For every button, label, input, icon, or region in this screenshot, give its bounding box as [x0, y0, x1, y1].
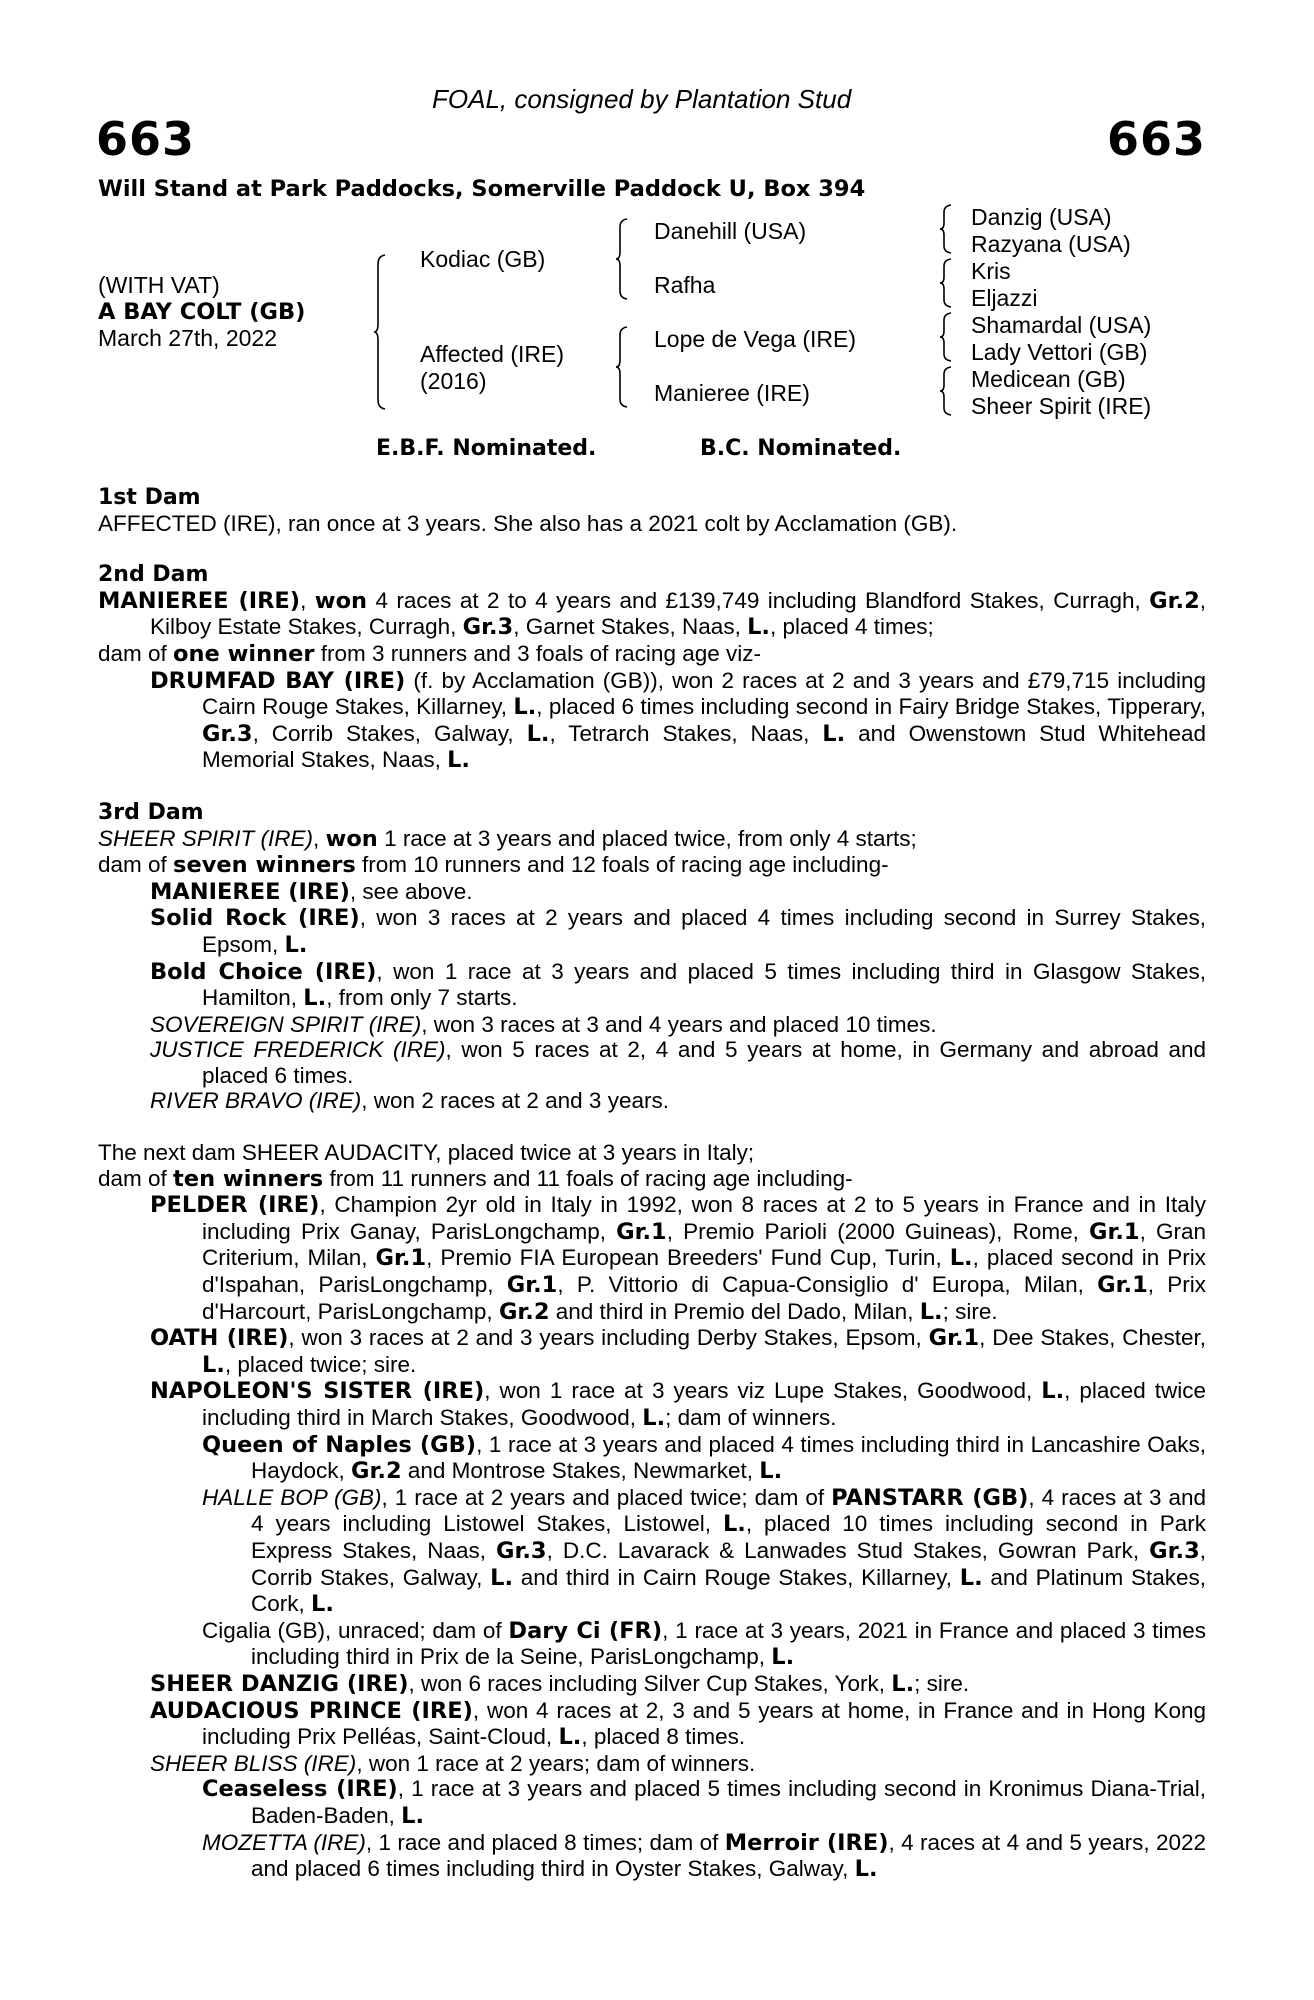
produce-entry — [98, 879, 1206, 906]
listed: L. — [949, 1245, 973, 1272]
text: , 1 race at 3 years and placed 4 times including third in Lancashire Oaks, Haydock, — [251, 1431, 1206, 1484]
pedigree-sire: Kodiac (GB) — [420, 246, 546, 272]
text: , 1 race at 3 years and placed 5 times including second in Kronimus Diana-Trial, Baden-Baden, — [251, 1776, 1206, 1828]
horse-name: SHEER DANZIG (IRE) — [150, 1670, 409, 1697]
listed: L. — [1041, 1378, 1065, 1405]
dam-name: SHEER SPIRIT (IRE) — [98, 825, 314, 851]
foaling-date: March 27th, 2022 — [98, 325, 278, 351]
text: , Champion 2yr old in Italy in 1992, won 8 races at 2 to 5 years in France and in Italy including Prix Ganay, ParisLongchamp, — [202, 1192, 1206, 1244]
listed: L. — [490, 1564, 514, 1591]
lot-number-right: 663 — [1106, 112, 1206, 166]
text: , won 4 races at 2, 3 and 5 years at home, in France and in Hong Kong including Prix Pelléas, Saint-Cloud, — [202, 1697, 1206, 1750]
pedigree-g3-3: Kris — [971, 258, 1011, 284]
text: from 3 runners and 3 foals of racing age viz- — [314, 640, 761, 666]
listed: L. — [771, 1644, 795, 1671]
grade: Gr.2 — [1149, 587, 1200, 614]
text: from 10 runners and 12 foals of racing age including- — [355, 852, 889, 878]
text: (f. by Acclamation (GB)), won 2 races at 2 and 3 years and £79,715 including Cairn Rouge Stakes, Killarney, — [202, 667, 1207, 720]
produce-entry — [98, 1012, 1206, 1038]
pedigree-g3-8: Sheer Spirit (IRE) — [971, 393, 1152, 419]
third-dam-heading: 3rd Dam — [98, 799, 204, 825]
horse-name: PANSTARR (GB) — [831, 1484, 1029, 1511]
text: , — [313, 825, 326, 851]
grade: Gr.3 — [496, 1537, 547, 1564]
listed: L. — [822, 720, 846, 747]
horse-name: Queen of Naples (GB) — [202, 1431, 477, 1458]
horse-name: SOVEREIGN SPIRIT (IRE) — [150, 1011, 422, 1037]
text: , 1 race at 2 years and placed twice; dam of — [381, 1484, 832, 1510]
third-dam-produce-summary — [98, 852, 1206, 879]
listed: L. — [747, 614, 770, 641]
text: , won 1 race at 3 years viz Lupe Stakes, Goodwood, — [484, 1378, 1042, 1404]
produce-entry — [98, 1830, 1206, 1883]
grade: Gr.2 — [498, 1298, 550, 1325]
produce-entry — [98, 959, 1206, 1012]
pedigree-g3-7: Medicean (GB) — [971, 366, 1126, 392]
grade: Gr.1 — [375, 1245, 427, 1272]
text: and Platinum Stakes, Cork, — [251, 1564, 1206, 1617]
grade: Gr.3 — [1149, 1537, 1200, 1564]
listed: L. — [919, 1298, 943, 1325]
produce-entry — [98, 1432, 1206, 1485]
text: 1 race at 3 years and placed twice, from only 4 starts; — [377, 825, 917, 851]
pedigree-g3-2: Razyana (USA) — [971, 231, 1131, 257]
listed: L. — [303, 985, 327, 1012]
lot-number-left: 663 — [96, 112, 196, 166]
text: 4 races at 2 to 4 years and £139,749 including Blandford Stakes, Curragh, — [367, 587, 1150, 613]
horse-name: MOZETTA (IRE) — [202, 1829, 366, 1855]
ebf-nomination: E.B.F. Nominated. — [376, 436, 597, 461]
horse-name: OATH (IRE) — [150, 1325, 289, 1352]
listed: L. — [284, 931, 308, 958]
listed: L. — [202, 1351, 225, 1378]
produce-entry — [98, 1378, 1206, 1431]
horse-name: Bold Choice (IRE) — [150, 958, 377, 985]
horse-name: AUDACIOUS PRINCE (IRE) — [150, 1697, 473, 1724]
text: , placed twice; sire. — [224, 1351, 417, 1377]
text: , won 5 races at 2, 4 and 5 years at home, in Germany and abroad and placed 6 times. — [202, 1037, 1206, 1088]
text: from 11 runners and 11 foals of racing age including- — [323, 1165, 853, 1191]
text: , 4 races at 4 and 5 years, 2022 and placed 6 times including third in Oyster Stakes, Galway, — [251, 1829, 1207, 1882]
produce-entry — [98, 1088, 1206, 1114]
text: , won 3 races at 3 and 4 years and placed 10 times. — [421, 1011, 937, 1037]
text: , placed 8 times. — [581, 1724, 746, 1750]
listed: L. — [722, 1511, 746, 1538]
text: ; dam of winners. — [665, 1405, 837, 1430]
listed: L. — [558, 1724, 582, 1751]
grade: Gr.1 — [928, 1325, 980, 1352]
pedigree-dam-sire: Lope de Vega (IRE) — [654, 326, 857, 352]
winner-count: ten winners — [173, 1165, 324, 1192]
consignor-title: FOAL, consigned by Plantation Stud — [432, 84, 852, 114]
second-dam-heading: 2nd Dam — [98, 562, 209, 588]
pedigree-g3-6: Lady Vettori (GB) — [971, 339, 1148, 365]
text: , Gran Criterium, Milan, — [202, 1218, 1206, 1271]
listed: L. — [759, 1458, 783, 1485]
spacer — [98, 1114, 1206, 1140]
text: and Owenstown Stud Whitehead Memorial Stakes, Naas, — [202, 720, 1206, 773]
pedigree-brace-g1 — [940, 204, 948, 254]
listed: L. — [526, 720, 550, 747]
text: , — [300, 587, 315, 613]
produce-entry — [98, 1485, 1206, 1618]
grade: Gr.2 — [351, 1458, 402, 1485]
horse-name: A BAY COLT (GB) — [98, 299, 306, 325]
pedigree-brace-g2 — [940, 258, 948, 308]
grade: Gr.1 — [1097, 1272, 1148, 1299]
pedigree-sire-sire: Danehill (USA) — [654, 218, 807, 244]
text: ; sire. — [942, 1298, 998, 1324]
horse-name: DRUMFAD BAY (IRE) — [150, 667, 406, 694]
next-dam-entry: The next dam SHEER AUDACITY, placed twice at 3 years in Italy; — [98, 1140, 755, 1166]
text: , won 1 race at 2 years; dam of winners. — [356, 1750, 756, 1776]
horse-name: Solid Rock (IRE) — [150, 905, 360, 932]
text: , Corrib Stakes, Galway, — [252, 720, 527, 746]
listed: L. — [513, 694, 537, 721]
text: and third in Cairn Rouge Stakes, Killarney, — [513, 1564, 960, 1590]
text: , placed twice including third in March Stakes, Goodwood, — [202, 1378, 1206, 1430]
produce-entry — [98, 1618, 1206, 1671]
text: dam of — [98, 640, 174, 666]
produce-entry — [98, 1192, 1206, 1325]
pedigree-dam-year: (2016) — [420, 368, 487, 394]
text: , won 3 races at 2 and 3 years including Derby Stakes, Epsom, — [288, 1325, 929, 1351]
spacer — [98, 774, 1206, 800]
produce-entry — [98, 1671, 1206, 1698]
produce-entry — [98, 1325, 1206, 1378]
text: Cigalia (GB), unraced; dam of — [202, 1617, 509, 1643]
vat-note: (WITH VAT) — [98, 272, 220, 298]
text: , Tetrarch Stakes, Naas, — [549, 720, 823, 746]
won-label: won — [314, 587, 368, 614]
pedigree-g3-5: Shamardal (USA) — [971, 312, 1152, 338]
text: dam of — [98, 852, 174, 878]
text: , 1 race and placed 8 times; dam of — [365, 1829, 725, 1855]
text: , won 3 races at 2 years and placed 4 times including second in Surrey Stakes, Epsom, — [202, 905, 1206, 957]
text: , placed 6 times including second in Fairy Bridge Stakes, Tipperary, — [536, 694, 1206, 720]
pedigree-brace-g3 — [940, 312, 948, 362]
grade: Gr.3 — [202, 720, 253, 747]
second-dam-entry — [98, 588, 1206, 641]
pedigree-g3-1: Danzig (USA) — [971, 204, 1112, 230]
first-dam-text: AFFECTED (IRE), ran once at 3 years. She also has a 2021 colt by Acclamation (GB). — [98, 510, 958, 536]
text: , from only 7 starts. — [326, 985, 518, 1011]
text: , placed 10 times including second in Park Express Stakes, Naas, — [251, 1511, 1206, 1563]
horse-name: JUSTICE FREDERICK (IRE) — [150, 1037, 446, 1063]
family-details — [98, 485, 1206, 1883]
third-dam-entry — [98, 826, 1206, 853]
horse-name: SHEER BLISS (IRE) — [150, 1750, 357, 1776]
pedigree-brace-sire — [616, 218, 624, 300]
horse-name: MANIEREE (IRE) — [150, 878, 350, 905]
produce-entry — [98, 1776, 1206, 1829]
produce-entry — [98, 1037, 1206, 1088]
produce-entry — [98, 1698, 1206, 1751]
spacer — [98, 536, 1206, 562]
listed: L. — [447, 747, 470, 774]
text: , won 2 races at 2 and 3 years. — [361, 1088, 669, 1114]
text: and Montrose Stakes, Newmarket, — [401, 1458, 760, 1484]
horse-name: PELDER (IRE) — [150, 1192, 320, 1219]
text: , placed second in Prix d'Ispahan, ParisLongchamp, — [202, 1245, 1207, 1298]
text: , Prix d'Harcourt, ParisLongchamp, — [202, 1272, 1206, 1324]
text: , see above. — [349, 878, 473, 904]
text: , Dee Stakes, Chester, — [979, 1325, 1206, 1351]
pedigree-dam-dam: Manieree (IRE) — [654, 380, 810, 406]
next-dam-produce-summary — [98, 1166, 1206, 1193]
horse-name: Merroir (IRE) — [724, 1829, 889, 1856]
pedigree-brace-gen1 — [374, 254, 382, 410]
listed: L. — [401, 1802, 425, 1829]
listed: L. — [642, 1405, 666, 1431]
bc-nomination: B.C. Nominated. — [700, 436, 902, 461]
text: , won 6 races including Silver Cup Stakes, York, — [408, 1670, 892, 1696]
pedigree-sire-dam: Rafha — [654, 272, 716, 298]
first-dam-heading: 1st Dam — [98, 485, 201, 510]
listed: L. — [311, 1591, 334, 1618]
listed: L. — [854, 1856, 878, 1883]
pedigree-brace-dam — [616, 326, 624, 408]
horse-name: Ceaseless (IRE) — [202, 1776, 398, 1803]
produce-entry — [98, 668, 1206, 774]
text: , 1 race at 3 years, 2021 in France and placed 3 times including third in Prix de la Seine, ParisLongchamp, — [251, 1617, 1206, 1670]
text: ; sire. — [914, 1670, 970, 1696]
text: , P. Vittorio di Capua-Consiglio d' Europa, Milan, — [557, 1272, 1098, 1298]
winner-count: seven winners — [173, 852, 356, 879]
listed: L. — [891, 1670, 915, 1697]
text: and third in Premio del Dado, Milan, — [549, 1298, 920, 1324]
text: , Premio Parioli (2000 Guineas), Rome, — [666, 1218, 1090, 1244]
grade: Gr.1 — [616, 1218, 667, 1245]
grade: Gr.1 — [1089, 1218, 1140, 1245]
dam-name: MANIEREE (IRE) — [98, 587, 301, 614]
horse-name: NAPOLEON'S SISTER (IRE) — [150, 1378, 485, 1405]
text: , won 1 race at 3 years and placed 5 times including third in Glasgow Stakes, Hamilton, — [202, 958, 1206, 1011]
pedigree-dam: Affected (IRE) — [420, 341, 565, 367]
text: , Kilboy Estate Stakes, Curragh, — [150, 587, 1206, 640]
horse-name: HALLE BOP (GB) — [202, 1484, 382, 1510]
text: , Premio FIA European Breeders' Fund Cup, Turin, — [426, 1245, 950, 1271]
horse-name: RIVER BRAVO (IRE) — [150, 1088, 362, 1114]
text: dam of — [98, 1165, 174, 1191]
text: , Garnet Stakes, Naas, — [513, 614, 748, 640]
text: , 4 races at 3 and 4 years including Listowel Stakes, Listowel, — [251, 1484, 1206, 1537]
horse-name: Dary Ci (FR) — [508, 1617, 663, 1644]
text: , D.C. Lavarack & Lanwades Stud Stakes, Gowran Park, — [546, 1537, 1150, 1563]
winner-count: one winner — [173, 640, 315, 667]
listed: L. — [959, 1564, 983, 1591]
pedigree-g3-4: Eljazzi — [971, 285, 1038, 311]
produce-entry — [98, 905, 1206, 958]
text: , Corrib Stakes, Galway, — [251, 1537, 1206, 1590]
grade: Gr.1 — [506, 1272, 558, 1299]
second-dam-produce-summary — [98, 641, 1206, 668]
pedigree-brace-g4 — [940, 366, 948, 416]
won-label: won — [325, 825, 378, 852]
text: , placed 4 times; — [769, 614, 934, 640]
stand-location: Will Stand at Park Paddocks, Somerville Paddock U, Box 394 — [98, 176, 866, 202]
grade: Gr.3 — [462, 614, 514, 641]
produce-entry — [98, 1751, 1206, 1777]
